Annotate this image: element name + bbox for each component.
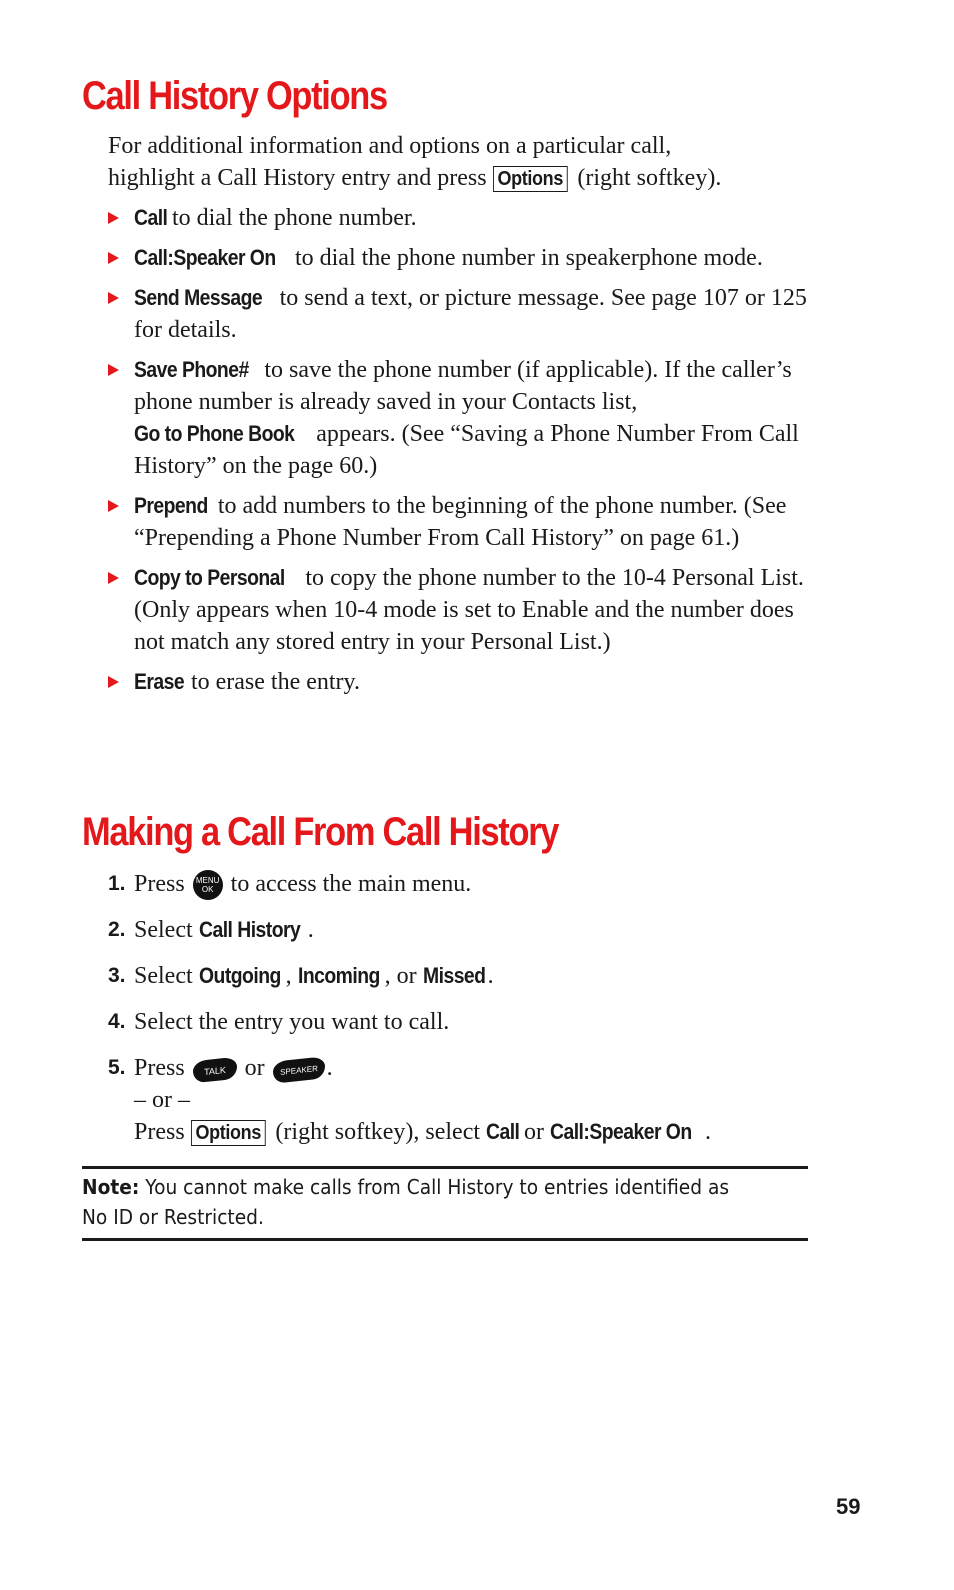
item-text: to add numbers to the beginning of the phone number. (See “Prepending a Phone Number From Call History” on page 61.) xyxy=(134,493,787,551)
step-keyword-missed: Missed xyxy=(422,963,486,989)
item-keyword: Prepend xyxy=(134,493,208,518)
menu-key-label: MENU xyxy=(195,876,220,886)
step-separator: , xyxy=(285,963,298,990)
step-item xyxy=(108,1052,828,1148)
bullet-arrow-icon xyxy=(108,252,119,264)
step-text-after: . xyxy=(307,917,314,944)
list-item xyxy=(108,354,808,482)
item-keyword: Send Message xyxy=(134,285,263,310)
step-text-middle: (right softkey), select xyxy=(269,1119,487,1146)
step-text: Select the entry you want to call. xyxy=(134,1009,450,1036)
step-keyword-incoming: Incoming xyxy=(297,963,380,989)
step-text: Press xyxy=(134,1055,191,1082)
step-number: 3. xyxy=(108,964,126,988)
step-text-after: to access the main menu. xyxy=(224,871,472,897)
step-text-or: or xyxy=(238,1055,271,1082)
step-number: 2. xyxy=(108,918,126,942)
item-text: to dial the phone number. xyxy=(165,205,417,231)
step-text-after: . xyxy=(326,1055,333,1082)
speaker-key-icon: SPEAKER xyxy=(273,1056,325,1083)
intro-line-1: For additional information and options on a particular call, xyxy=(108,133,672,159)
step-text: Press xyxy=(134,871,191,897)
item-text: to send a text, or picture message. See page 107 or 125 for details. xyxy=(134,285,807,343)
bullet-arrow-icon xyxy=(108,364,119,376)
intro-paragraph xyxy=(108,130,808,194)
step-text-or: or xyxy=(517,1119,550,1146)
options-softkey: Options xyxy=(191,1120,265,1146)
step-keyword-speaker-on: Call:Speaker On xyxy=(549,1119,692,1145)
step-number: 4. xyxy=(108,1010,126,1034)
step-text-after: . xyxy=(704,1119,711,1146)
step-item xyxy=(108,1006,828,1038)
note-label: Note: xyxy=(82,1175,140,1199)
intro-text: highlight a Call History entry and press xyxy=(108,165,493,191)
step-item xyxy=(108,960,828,992)
item-text-secondary: appears. (See “Saving a Phone Number From Call History” on the page 60.) xyxy=(134,421,799,479)
item-keyword: Call xyxy=(134,205,168,230)
list-item xyxy=(108,202,808,234)
step-or-line: – or – xyxy=(134,1087,190,1114)
steps-list xyxy=(108,868,828,1162)
step-text-after: . xyxy=(487,963,494,990)
ok-key-label: OK xyxy=(201,885,214,895)
list-item xyxy=(108,242,808,274)
step-text: Press xyxy=(134,1119,191,1146)
step-number: 5. xyxy=(108,1056,126,1080)
step-text: Select xyxy=(134,963,199,990)
item-text: to copy the phone number to the 10-4 Personal List. (Only appears when 10-4 mode is set to Enable and the number does not match any stored entry in your Personal List.) xyxy=(134,565,804,655)
bullet-arrow-icon xyxy=(108,212,119,224)
list-item xyxy=(108,562,808,658)
bullet-arrow-icon xyxy=(108,676,119,688)
note-box xyxy=(82,1172,733,1232)
item-keyword: Copy to Personal xyxy=(134,565,285,590)
menu-ok-key-icon xyxy=(193,870,223,900)
section-title-call-history-options: Call History Options xyxy=(82,74,387,118)
list-item xyxy=(108,666,808,698)
step-keyword-outgoing: Outgoing xyxy=(198,963,281,989)
note-top-rule xyxy=(82,1166,808,1169)
item-text: to erase the entry. xyxy=(184,669,360,695)
step-item xyxy=(108,868,828,900)
item-text: to save the phone number (if applicable). If the caller’s phone number is already saved in your Contacts list, xyxy=(134,357,792,415)
page-number: 59 xyxy=(836,1494,861,1519)
talk-key-icon: TALK xyxy=(193,1057,237,1084)
step-line-1 xyxy=(134,1052,828,1084)
step-separator: , or xyxy=(384,963,423,990)
bullet-arrow-icon xyxy=(108,500,119,512)
options-list xyxy=(108,202,808,706)
note-text: You cannot make calls from Call History to entries identified as No ID or Restricted. xyxy=(82,1175,730,1229)
intro-line-2 xyxy=(108,162,808,194)
intro-text-after: (right softkey). xyxy=(571,165,722,191)
list-item xyxy=(108,282,808,346)
section-title-making-a-call: Making a Call From Call History xyxy=(82,810,559,854)
options-softkey: Options xyxy=(493,166,567,192)
item-text: to dial the phone number in speakerphone mode. xyxy=(288,245,763,271)
item-keyword-secondary: Go to Phone Book xyxy=(134,421,295,446)
item-keyword: Call:Speaker On xyxy=(134,245,276,270)
step-text: Select xyxy=(134,917,199,944)
item-keyword: Erase xyxy=(134,669,185,694)
step-line-3 xyxy=(134,1116,828,1148)
step-keyword: Call History xyxy=(198,917,300,943)
step-number: 1. xyxy=(108,872,126,895)
list-item xyxy=(108,490,808,554)
step-keyword-call: Call xyxy=(486,1119,520,1145)
bullet-arrow-icon xyxy=(108,292,119,304)
note-bottom-rule xyxy=(82,1238,808,1241)
item-keyword: Save Phone# xyxy=(134,357,249,382)
step-item xyxy=(108,914,828,946)
bullet-arrow-icon xyxy=(108,572,119,584)
